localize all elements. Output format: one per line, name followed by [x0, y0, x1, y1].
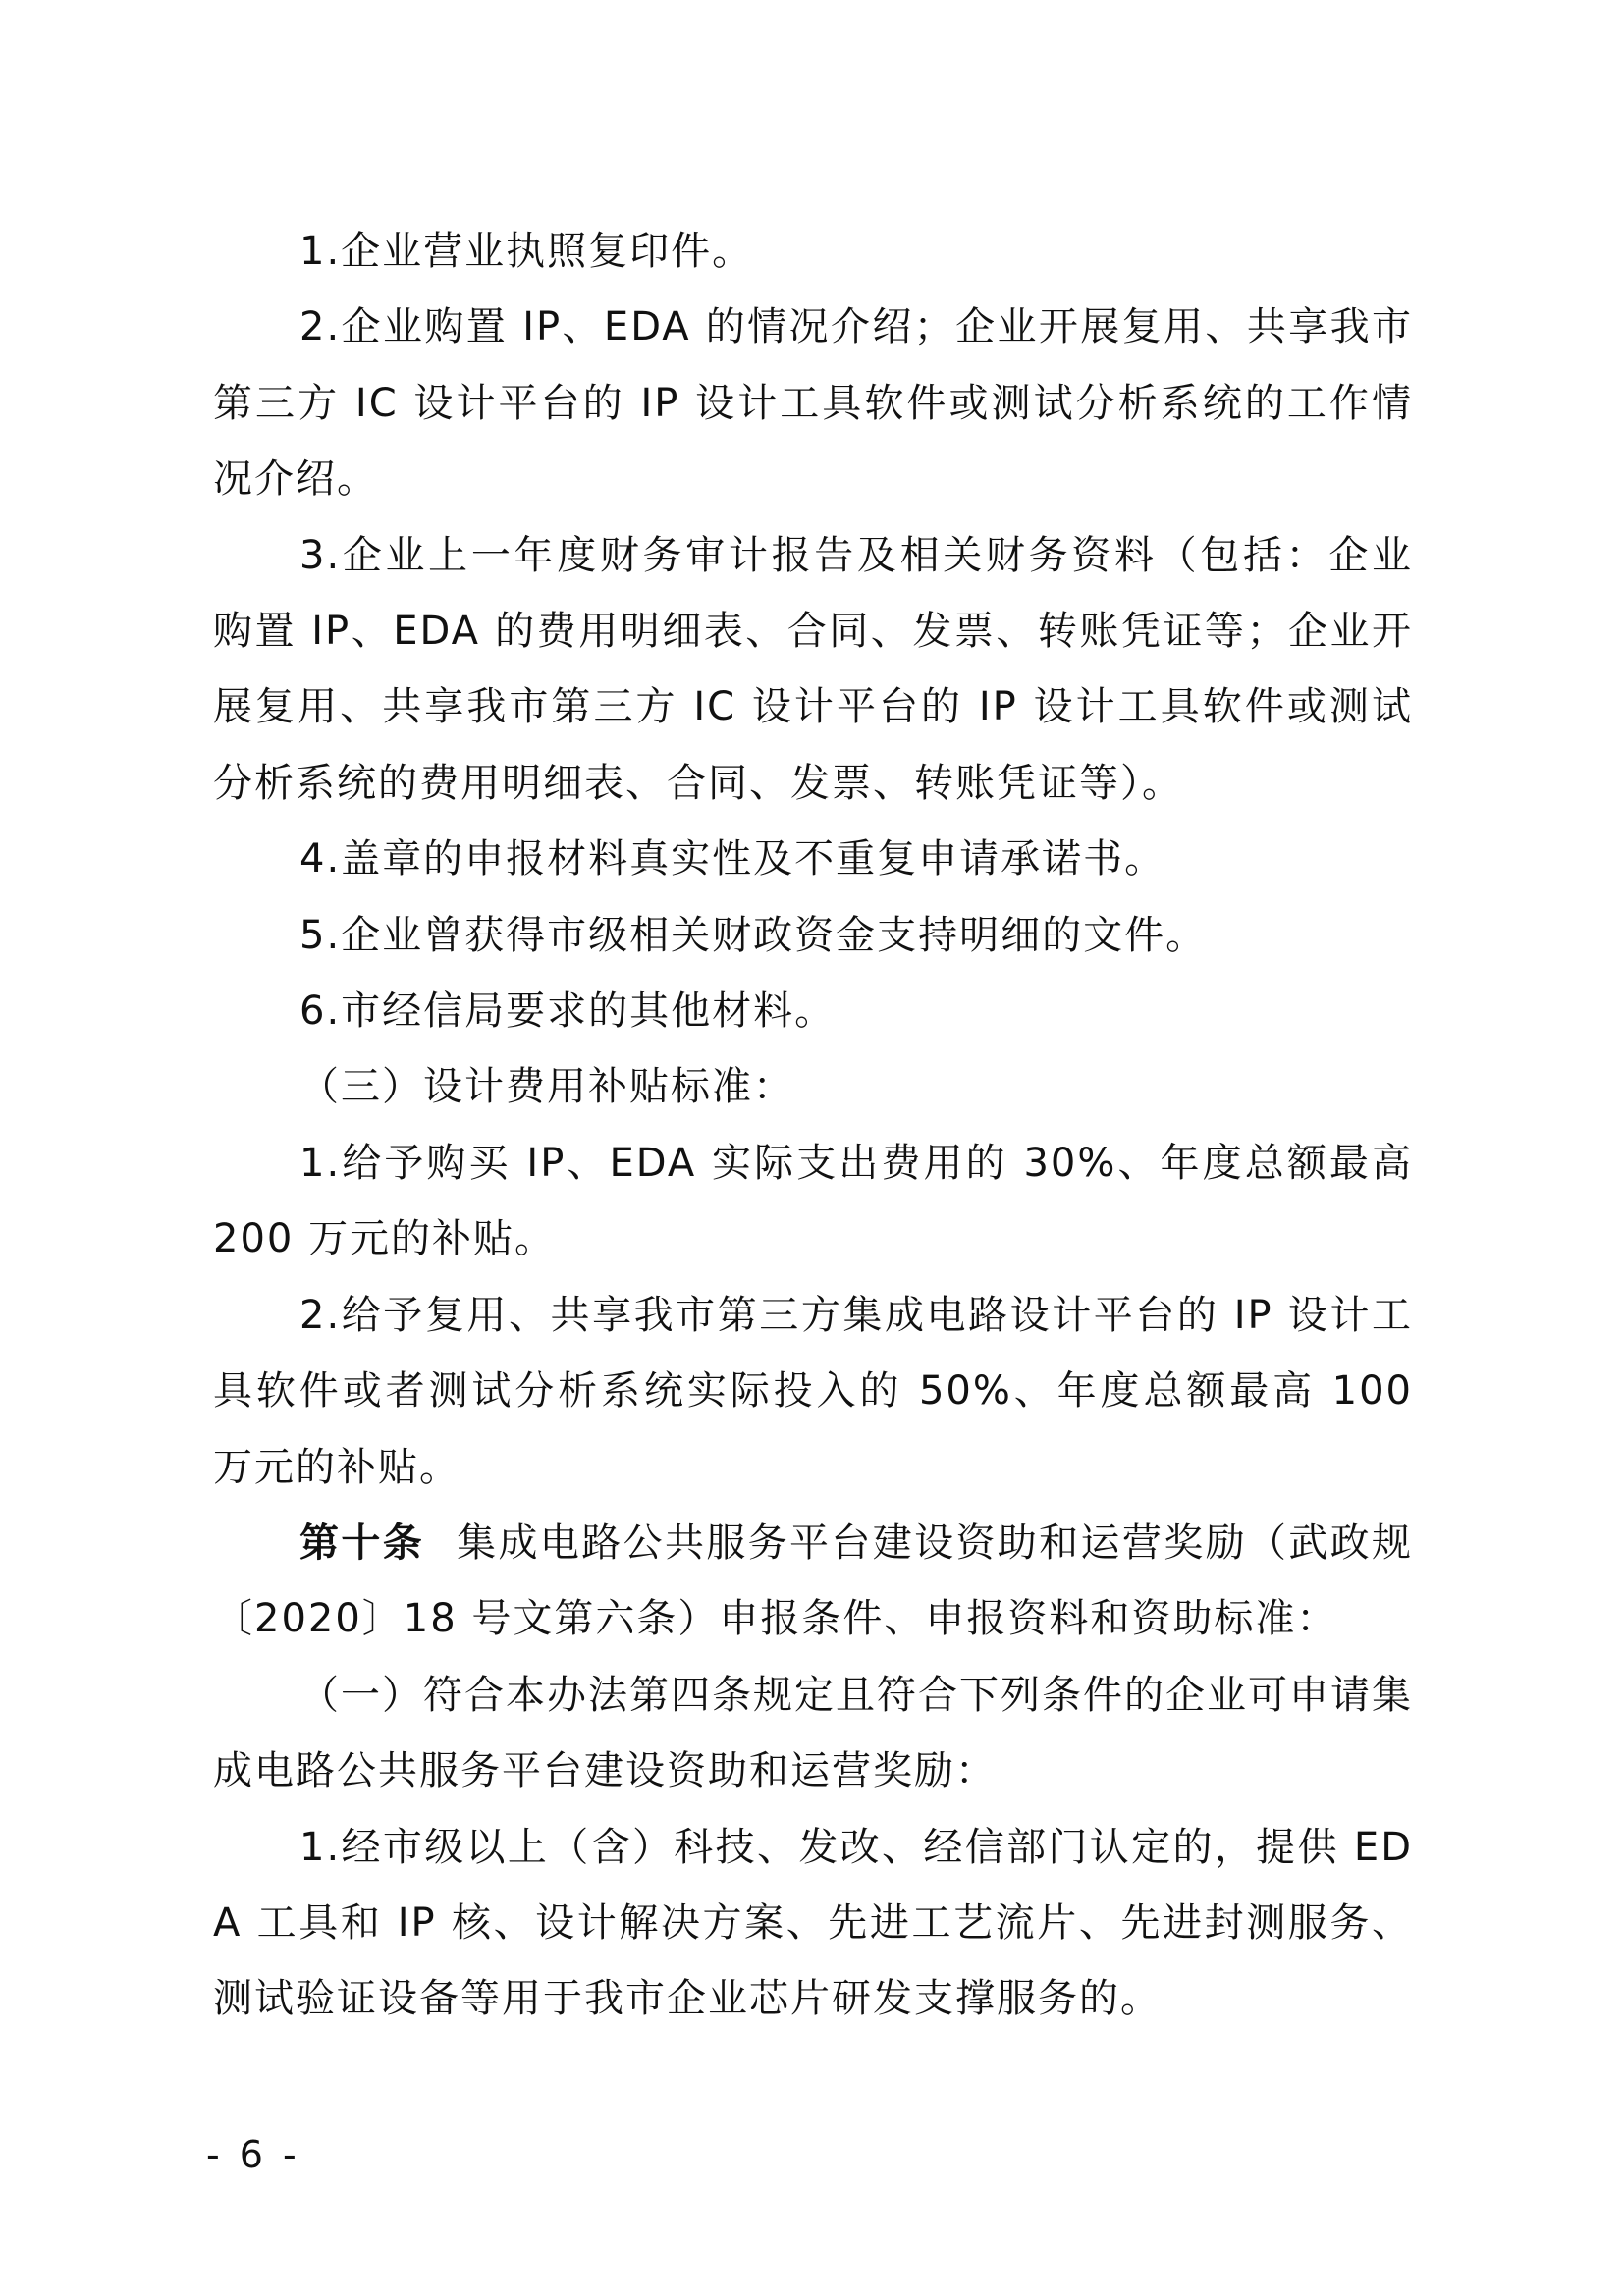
eligibility-condition-1 [213, 1810, 1413, 2038]
article-ten-lead: 第十条 [299, 1520, 425, 1566]
section-heading-three [213, 1049, 1413, 1125]
paragraph-6 [213, 974, 1413, 1049]
eligibility-condition-1-text: 1.经市级以上（含）科技、发改、经信部门认定的，提供 EDA 工具和 IP 核、设计解决方案、先进工艺流片、先进封测服务、测试验证设备等用于我市企业芯片研发支撑服务的。 [213, 1824, 1413, 2022]
paragraph-4 [213, 822, 1413, 897]
document-body [213, 214, 1413, 2038]
subsidy-standard-1-text: 1.给予购买 IP、EDA 实际支出费用的 30%、年度总额最高 200 万元的补贴。 [213, 1140, 1413, 1262]
subsidy-standard-2 [213, 1278, 1413, 1506]
page-number: - 6 - [206, 2133, 300, 2176]
paragraph-5-text: 5.企业曾获得市级相关财政资金支持明细的文件。 [299, 912, 1208, 958]
article-ten [213, 1506, 1413, 1658]
section-heading-three-text: （三）设计费用补贴标准： [299, 1064, 794, 1110]
subsidy-standard-1 [213, 1126, 1413, 1278]
paragraph-6-text: 6.市经信局要求的其他材料。 [299, 988, 837, 1035]
paragraph-1-text: 1.企业营业执照复印件。 [299, 229, 754, 274]
eligibility-paragraph [213, 1658, 1413, 1810]
paragraph-3 [213, 518, 1413, 823]
paragraph-5 [213, 898, 1413, 974]
eligibility-paragraph-text: （一）符合本办法第四条规定且符合下列条件的企业可申请集成电路公共服务平台建设资助和运营奖励： [213, 1672, 1413, 1794]
paragraph-3-text: 3.企业上一年度财务审计报告及相关财务资料（包括：企业购置 IP、EDA 的费用明细表、合同、发票、转账凭证等；企业开展复用、共享我市第三方 IC 设计平台的 IP 设计工具软件或测试分析系统的费用明细表、合同、发票、转账凭证等）。 [213, 532, 1413, 806]
paragraph-2 [213, 290, 1413, 517]
paragraph-1 [213, 214, 1413, 290]
article-ten-text: 集成电路公共服务平台建设资助和运营奖励（武政规〔2020〕18 号文第六条）申报条件、申报资料和资助标准： [213, 1520, 1414, 1642]
paragraph-4-text: 4.盖章的申报材料真实性及不重复申请承诺书。 [299, 836, 1166, 882]
paragraph-2-text: 2.企业购置 IP、EDA 的情况介绍；企业开展复用、共享我市第三方 IC 设计平台的 IP 设计工具软件或测试分析系统的工作情况介绍。 [213, 304, 1413, 503]
subsidy-standard-2-text: 2.给予复用、共享我市第三方集成电路设计平台的 IP 设计工具软件或者测试分析系统实际投入的 50%、年度总额最高 100 万元的补贴。 [213, 1292, 1413, 1490]
